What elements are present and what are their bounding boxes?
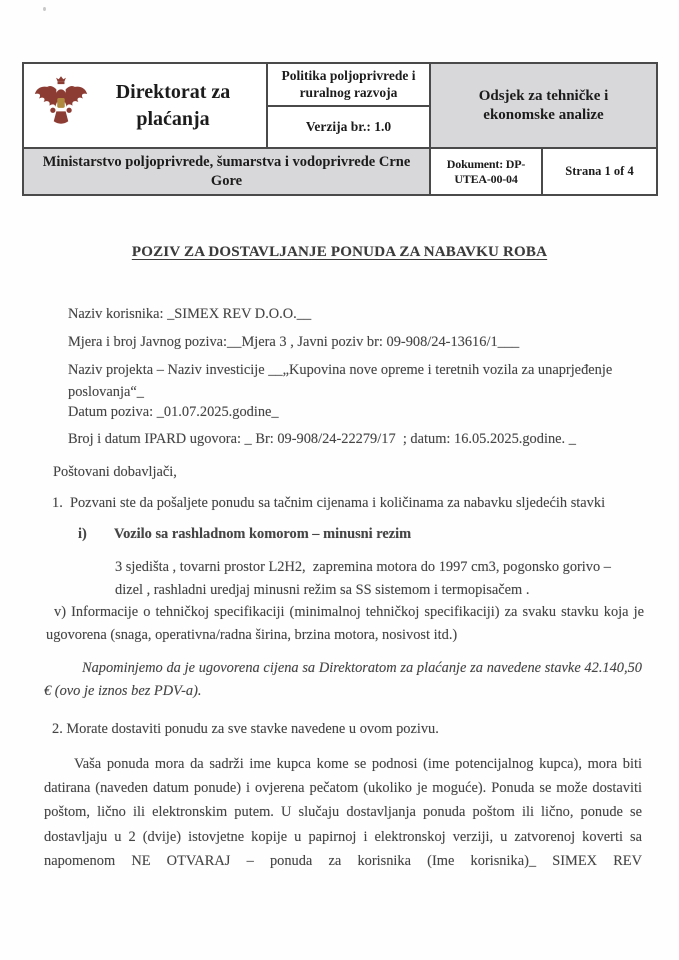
list-item-i-label: i): [78, 526, 87, 542]
contract-price-note: Napominjemo da je ugovorena cijena sa Direktoratom za plaćanje za navedene stavke 42.140,50 € (ovo je iznos bez PDV-a).: [44, 660, 642, 699]
header-ministry-cell: Ministarstvo poljoprivrede, šumarstva i vodoprivrede Crne Gore: [24, 149, 431, 194]
org-title: Direktorat za plaćanja: [115, 80, 231, 130]
header-version-cell: Verzija br.: 1.0: [268, 107, 431, 149]
document-title-text: POZIV ZA DOSTAVLJANJE PONUDA ZA NABAVKU ROBA: [131, 244, 548, 260]
field-project-name: Naziv projekta – Naziv investicije __„Kupovina nove opreme i teretnih vozila za unaprjeđenje poslovanja“_: [68, 362, 616, 400]
field-ipard-contract: Broj i datum IPARD ugovora: _ Br: 09-908/24-22279/17 ; datum: 16.05.2025.godine. _: [68, 431, 576, 447]
closing-paragraph: Vaša ponuda mora da sadrži ime kupca kome se podnosi (ime potencijalnog kupca), mora biti datirana (naveden datum ponude) i ovjerena pečatom (ukoliko je moguće). Ponuda se može dostaviti poštom, lično ili elektronskim putem. U slučaju dostavljanja ponuda poštom ili lično, ponude se dostavljaju u 2 (dvije) istovjetne kopije u papirnoj i elektronskoj verziji, u zatvorenoj koverti sa napomenom NE OTVARAJ – ponuda za korisnika (Ime korisnika)_ SIMEX REV: [44, 756, 642, 869]
header-department-cell: Odsjek za tehničke i ekonomske analize: [431, 64, 656, 149]
paragraph-item-2: 2. Morate dostaviti ponudu za sve stavke navedene u ovom pozivu.: [52, 721, 439, 737]
list-item-i-title: Vozilo sa rashladnom komorom – minusni rezim: [114, 526, 412, 542]
header-org-cell: [24, 64, 268, 149]
scan-artifact-dot: [43, 7, 46, 11]
header-policy-cell: Politika poljoprivrede i ruralnog razvoja: [268, 64, 431, 107]
paragraph-item-1: 1. Pozvani ste da pošaljete ponudu sa tačnim cijenama i količinama za nabavku sljedećih stavki: [52, 495, 606, 511]
header-document-code-cell: Dokument: DP-UTEA-00-04: [431, 149, 543, 194]
field-beneficiary-name: Naziv korisnika: _SIMEX REV D.O.O.__: [68, 306, 312, 322]
paragraph-item-v: v) Informacije o tehničkoj specifikaciji (minimalnoj tehničkoj specifikaciji) za svaku stavku koja je ugovorena (snaga, operativna/radna širina, brzina motora, nosivost itd.): [46, 604, 644, 643]
list-item-i-description: 3 sjedišta , tovarni prostor L2H2, zapremina motora do 1997 cm3, pogonsko gorivo – dizel , rashladni uredjaj minusni režim sa SS sistemom i termopisačem .: [115, 559, 615, 598]
field-call-date: Datum poziva: _01.07.2025.godine_: [68, 404, 279, 420]
header-page-indicator-cell: Strana 1 of 4: [565, 163, 634, 178]
field-measure-public-call: Mjera i broj Javnog poziva:__Mjera 3 , Javni poziv br: 09-908/24-13616/1___: [68, 334, 520, 350]
montenegro-coat-of-arms-icon: [32, 73, 90, 137]
salutation: Poštovani dobavljači,: [53, 464, 177, 480]
document-title: [0, 241, 679, 263]
document-header-table: [22, 62, 658, 196]
